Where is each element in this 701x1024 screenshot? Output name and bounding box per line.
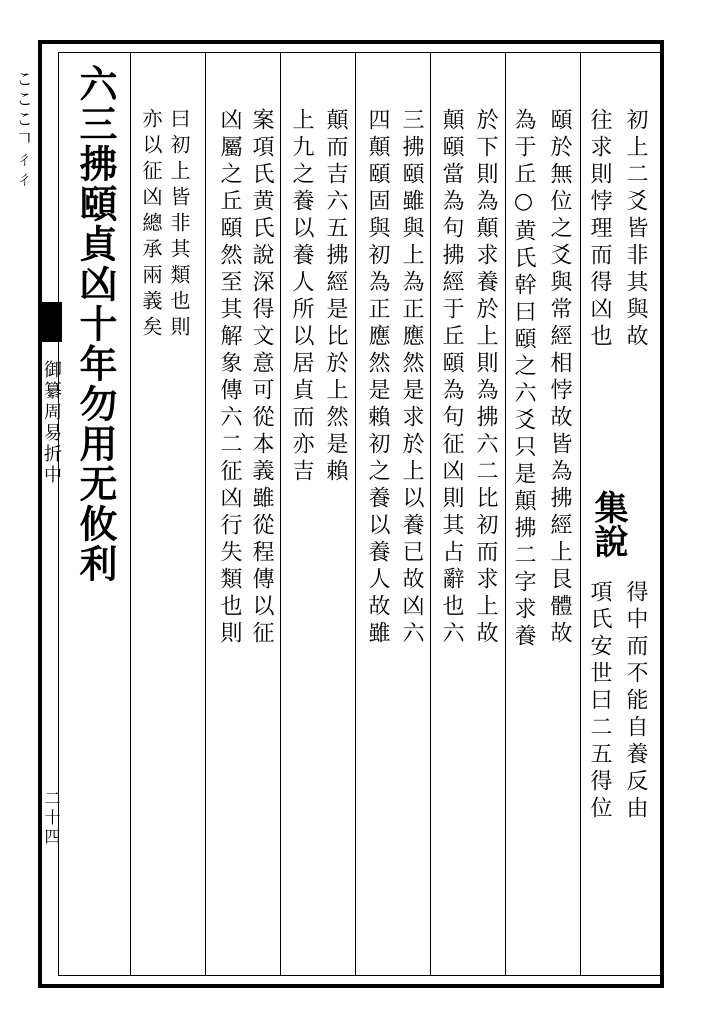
text-column: 項氏安世曰二五得位	[587, 580, 612, 823]
text-column: 往求則悖理而得凶也	[587, 108, 612, 351]
commentary-small-left: 亦以征凶總承兩義矣	[139, 108, 163, 342]
text-column: 得中而不能自養反由	[623, 580, 648, 823]
jishuo-label: 集說	[588, 490, 628, 558]
column-rule	[205, 52, 206, 976]
text-column: 頤於無位之爻與常經相悖故皆為拂經上艮體故	[547, 108, 572, 648]
text-column: 顛頤當為句拂經于丘頤為句征凶則其占辭也六	[439, 108, 464, 648]
text-column: 凶屬之丘頤然至其解象傳六二征凶行失類也則	[217, 108, 242, 648]
column-rule	[430, 52, 431, 976]
text-column: 為于丘○黄氏幹曰頤之六爻只是顛拂二字求養	[511, 108, 536, 651]
hexagram-line-heading: 六三拂頤貞凶十年勿用无攸利	[73, 64, 118, 584]
text-column: 三拂頤雖與上為正應然是求於上以養已故凶六	[399, 108, 424, 648]
text-column: 顛而吉六五拂經是比於上然是賴	[323, 108, 348, 486]
column-rule	[280, 52, 281, 976]
page-edge	[0, 0, 36, 1024]
margin-marks: こここ𠃍ㄔㄔ	[12, 70, 32, 190]
page-number: 二十四	[42, 790, 61, 847]
text-column: 四顛頤固與初為正應然是賴初之養以養人故雖	[365, 108, 390, 648]
column-rule	[355, 52, 356, 976]
text-column: 於下則為顛求養於上則為拂六二比初而求上故	[473, 108, 498, 648]
book-title: 御纂周易折中	[41, 360, 62, 486]
column-rule	[505, 52, 506, 976]
commentary-small-right: 曰初上皆非其類也則	[167, 108, 191, 342]
column-rule	[130, 52, 131, 976]
fishtail-block	[38, 302, 62, 342]
text-column: 上九之養以養人所以居貞而亦吉	[289, 108, 314, 486]
text-column: 初上二爻皆非其與故	[623, 108, 648, 351]
column-rule	[580, 52, 581, 976]
text-column: 案項氏黄氏說深得文意可從本義雖從程傳以征	[249, 108, 274, 648]
